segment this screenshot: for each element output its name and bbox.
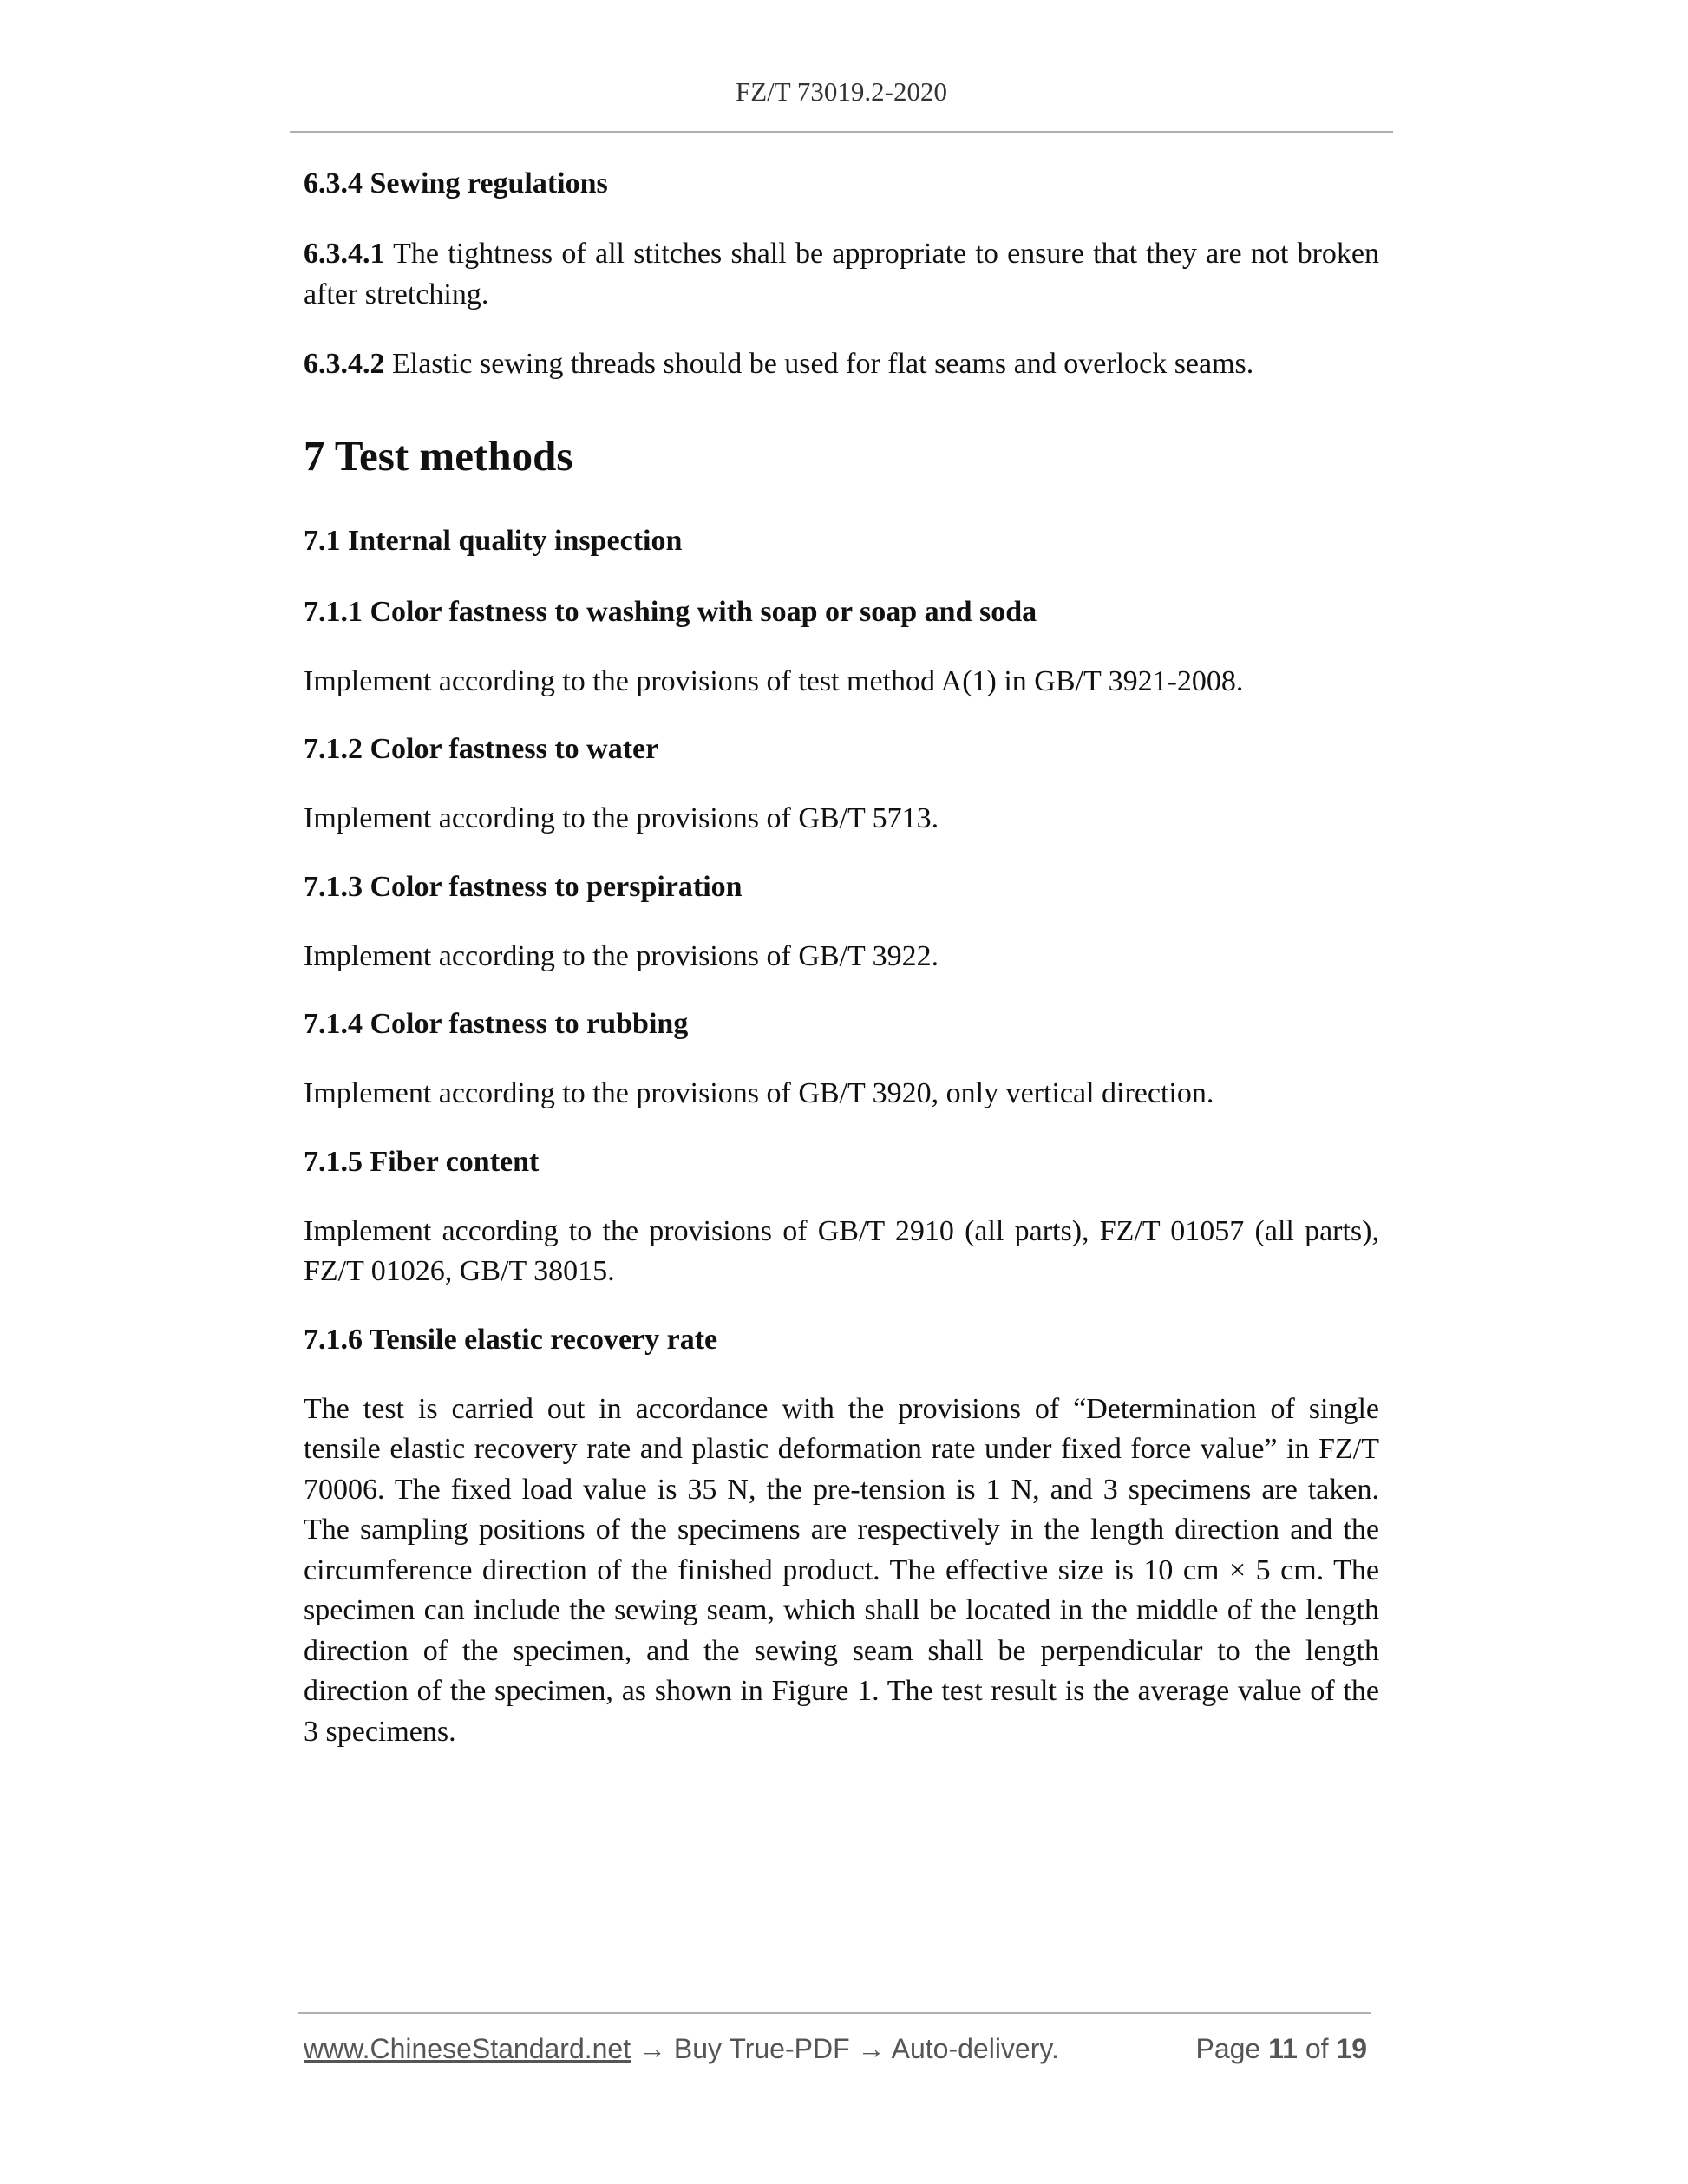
document-body [304, 165, 1379, 1752]
paragraph-7-1-5: Implement according to the provisions of GB/T 2910 (all parts), FZ/T 01057 (all parts), FZ/T 01026, GB/T 38015. [304, 1214, 1379, 1287]
auto-delivery-text: Auto-delivery. [891, 2033, 1059, 2064]
arrow-right-icon: → [857, 2033, 886, 2064]
clause-text: Elastic sewing threads should be used for flat seams and overlock seams. [384, 348, 1254, 380]
footer-promo [304, 2033, 1059, 2065]
paragraph-7-1-4: Implement according to the provisions of GB/T 3920, only vertical direction. [304, 1077, 1214, 1109]
current-page-number: 11 [1268, 2033, 1298, 2064]
total-pages: 19 [1336, 2033, 1367, 2064]
clause-text: The tightness of all stitches shall be appropriate to ensure that they are not broken after stretching. [304, 238, 1379, 311]
heading-7-1-3: 7.1.3 Color fastness to perspiration [304, 870, 743, 903]
arrow-right-icon: → [638, 2033, 666, 2064]
page-label: Page [1195, 2033, 1261, 2064]
page-footer [304, 2033, 1371, 2071]
clause-6-3-4-1 [304, 234, 1379, 315]
heading-7-1-2: 7.1.2 Color fastness to water [304, 733, 659, 765]
clause-6-3-4-2 [304, 344, 1379, 385]
clause-number: 6.3.4.1 [304, 238, 385, 270]
of-label: of [1305, 2033, 1329, 2064]
header-divider [290, 131, 1393, 133]
heading-7-1: 7.1 Internal quality inspection [304, 524, 683, 557]
buy-true-pdf-text: Buy True-PDF [673, 2033, 850, 2064]
paragraph-7-1-2: Implement according to the provisions of GB/T 5713. [304, 802, 939, 834]
heading-7-1-1: 7.1.1 Color fastness to washing with soap or soap and soda [304, 595, 1037, 628]
heading-7-1-4: 7.1.4 Color fastness to rubbing [304, 1008, 689, 1040]
clause-number: 6.3.4.2 [304, 348, 385, 380]
heading-7-1-5: 7.1.5 Fiber content [304, 1145, 540, 1178]
paragraph-7-1-6: The test is carried out in accordance with the provisions of “Determination of single tensile elastic recovery rate and plastic deformation rate under fixed force value” in FZ/T 70006. The fixed load value is 35 N, the pre-tension is 1 N, and 3 specimens are taken. The sampling positions of the specimens are respectively in the length direction and the circumference direction of the finished product. The effective size is 10 cm × 5 cm. The specimen can include the sewing seam, which shall be located in the middle of the length direction of the specimen, and the sewing seam shall be perpendicular to the length direction of the specimen, as shown in Figure 1. The test result is the average value of the 3 specimens. [304, 1392, 1379, 1748]
heading-7-1-6: 7.1.6 Tensile elastic recovery rate [304, 1323, 718, 1356]
page-indicator [1195, 2033, 1367, 2065]
paragraph-7-1-1: Implement according to the provisions of test method A(1) in GB/T 3921-2008. [304, 664, 1244, 697]
footer-divider [298, 2012, 1371, 2014]
paragraph-7-1-3: Implement according to the provisions of GB/T 3922. [304, 939, 939, 972]
heading-6-3-4: 6.3.4 Sewing regulations [304, 167, 608, 199]
page-header-doc-code: FZ/T 73019.2-2020 [736, 76, 947, 107]
site-link[interactable]: www.ChineseStandard.net [304, 2033, 631, 2064]
heading-7: 7 Test methods [304, 431, 573, 480]
